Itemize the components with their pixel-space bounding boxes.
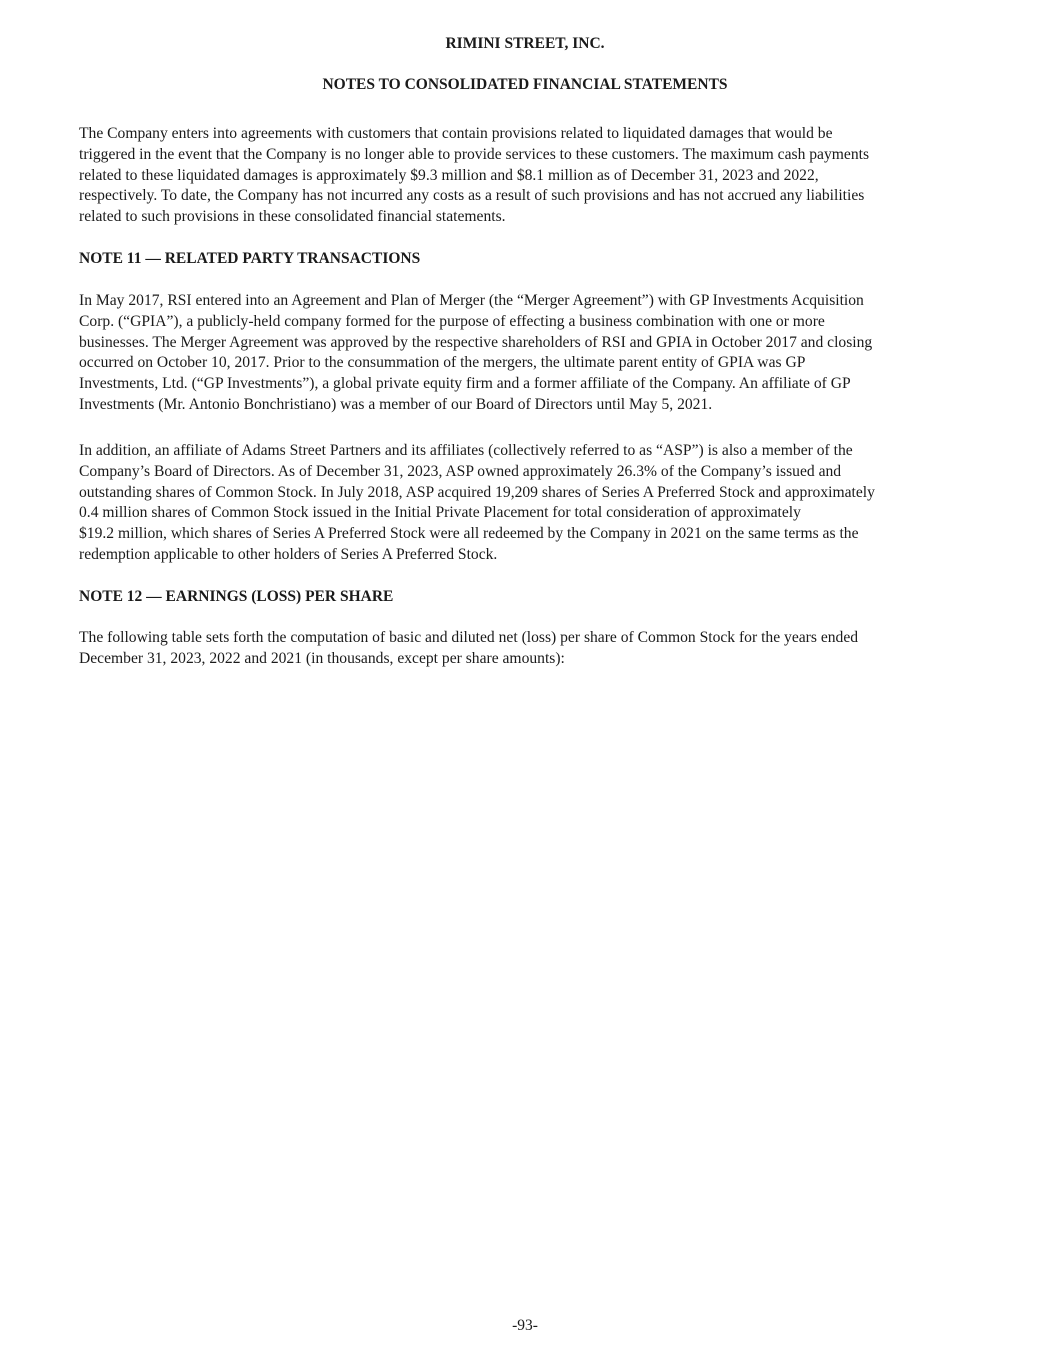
company-name: RIMINI STREET, INC. <box>445 35 605 52</box>
document-page <box>79 0 971 1365</box>
paragraph-line: $19.2 million, which shares of Series A Preferred Stock were all redeemed by the Company in 2021 on the same terms as the <box>79 525 859 543</box>
paragraph-line: businesses. The Merger Agreement was approved by the respective shareholders of RSI and GPIA in October 2017 and closing <box>79 333 873 351</box>
note-12-heading: NOTE 12 — EARNINGS (LOSS) PER SHARE <box>79 588 394 605</box>
page-title: NOTES TO CONSOLIDATED FINANCIAL STATEMENTS <box>322 76 728 93</box>
paragraph-line: occurred on October 10, 2017. Prior to the consummation of the mergers, the ultimate parent entity of GPIA was GP <box>79 354 806 372</box>
paragraph-line: In addition, an affiliate of Adams Street Partners and its affiliates (collectively referred to as “ASP”) is also a member of the <box>79 442 853 459</box>
paragraph-line: related to these liquidated damages is approximately $9.3 million and $8.1 million as of December 31, 2023 and 2022, <box>79 166 819 184</box>
page-number: -93- <box>512 1317 538 1334</box>
paragraph-line: redemption applicable to other holders of Series A Preferred Stock. <box>79 545 498 563</box>
paragraph-line: Investments (Mr. Antonio Bonchristiano) was a member of our Board of Directors until May 5, 2021. <box>79 395 713 413</box>
paragraph-line: In May 2017, RSI entered into an Agreement and Plan of Merger (the “Merger Agreement”) with GP Investments Acquisition <box>79 292 864 309</box>
note-11-paragraph-2 <box>79 441 971 566</box>
intro-paragraph <box>79 124 971 228</box>
note-12-paragraph-1 <box>79 628 971 670</box>
note-11-heading: NOTE 11 — RELATED PARTY TRANSACTIONS <box>79 250 421 267</box>
paragraph-line: respectively. To date, the Company has not incurred any costs as a result of such provisions and has not accrued any liabilities <box>79 187 865 205</box>
paragraph-line: 0.4 million shares of Common Stock issued in the Initial Private Placement for total consideration of approximately <box>79 504 801 522</box>
paragraph-line: December 31, 2023, 2022 and 2021 (in thousands, except per share amounts): <box>79 649 565 667</box>
paragraph-line: The Company enters into agreements with customers that contain provisions related to liquidated damages that would be <box>79 125 833 142</box>
paragraph-line: The following table sets forth the computation of basic and diluted net (loss) per share of Common Stock for the years ended <box>79 629 859 646</box>
paragraph-line: outstanding shares of Common Stock. In July 2018, ASP acquired 19,209 shares of Series A Preferred Stock and approximately <box>79 483 875 501</box>
paragraph-line: Company’s Board of Directors. As of December 31, 2023, ASP owned approximately 26.3% of the Company’s issued and <box>79 462 842 480</box>
paragraph-line: related to such provisions in these consolidated financial statements. <box>79 208 506 226</box>
note-11-paragraph-1 <box>79 291 971 416</box>
paragraph-line: Corp. (“GPIA”), a publicly-held company formed for the purpose of effecting a business combination with one or more <box>79 312 825 330</box>
paragraph-line: Investments, Ltd. (“GP Investments”), a global private equity firm and a former affiliate of the Company. An affiliate of GP <box>79 375 851 393</box>
paragraph-line: triggered in the event that the Company is no longer able to provide services to these customers. The maximum cash payments <box>79 145 870 163</box>
